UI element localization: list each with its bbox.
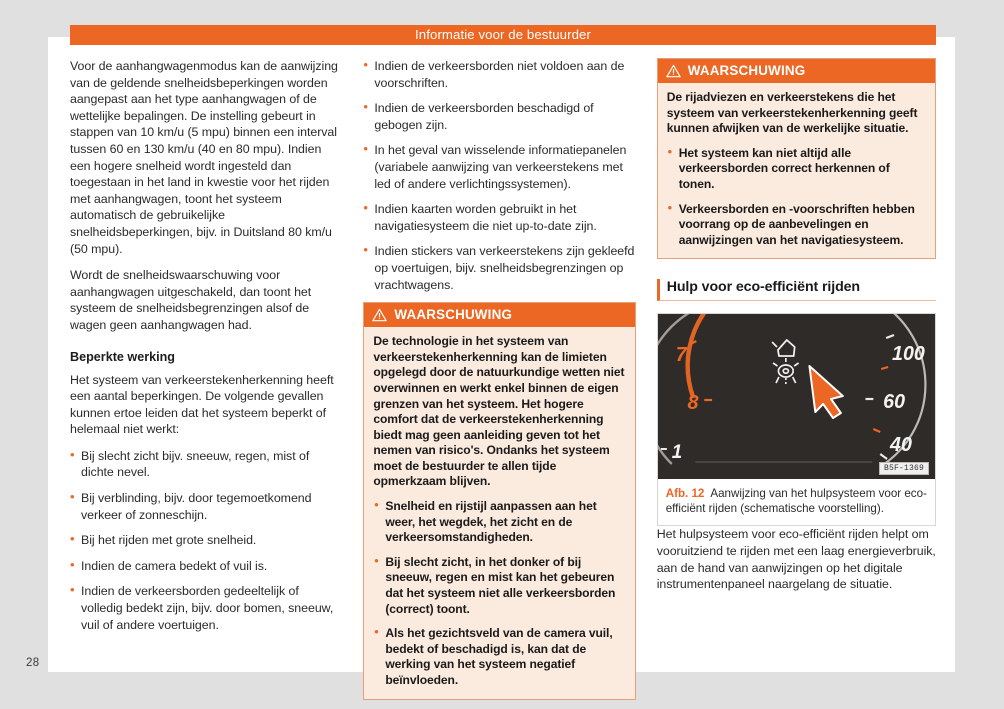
list-item: • Bij slecht zicht, in het donker of bij sneeuw, regen en mist kan het gebeuren dat het systeem niet alle verkeersborden (correct) toont. <box>373 555 624 617</box>
paragraph: Wordt de snelheidswaarschuwing voor aanhangwagen uitgeschakeld, dan toont het systeem de snelheidsbegrenzingen alsof de wagen geen aanhangwagen had. <box>70 268 312 332</box>
list-item: • Verkeersborden en -voorschriften hebben voorrang op de aanbevelingen en aanwijzingen van het navigatiesysteem. <box>667 202 925 249</box>
paragraph: Voor de aanhangwagenmodus kan de aanwijzing van de geldende snelheidsbeperkingen worden aangepast aan het type aanhangwagen of de wettelijke bepalingen. De instelling gebeurt in stappen van 10 km/u (5 mpu) binnen een interval tussen 60 en 130 km/u (40 en 80 mpu). Indien een hogere snelheid wordt ingesteld dan toegestaan in het land in kwestie voor het rijden met aanhangwagen, toont het systeem automatisch de gebruikelijke snelheidsbeperkingen, bijv. in Duitsland 80 km/u (50 mpu). <box>70 59 338 256</box>
figure-label: Afb. 12 <box>665 487 705 501</box>
list-item: • Indien stickers van verkeerstekens zijn gekleefd op voertuigen, bijv. snelheidsbegrenzingen op vrachtwagens. <box>363 243 635 293</box>
svg-text:40: 40 <box>889 434 912 457</box>
list-item: • Het systeem kan niet altijd alle verkeersborden correct herkennen of tonen. <box>667 146 925 193</box>
list-item: • Bij het rijden met grote snelheid. <box>70 532 342 549</box>
list-item: • Indien de camera bedekt of vuil is. <box>70 558 342 575</box>
column-3 <box>657 58 936 658</box>
warning-triangle-icon <box>372 308 387 322</box>
svg-text:100: 100 <box>891 343 925 366</box>
subheading-beperkte-werking: Beperkte werking <box>70 349 175 364</box>
running-header: Informatie voor de bestuurder <box>70 25 936 45</box>
warning-list <box>373 499 624 689</box>
warning-paragraph: De rijadviezen en verkeerstekens die het systeem van verkeerstekenherkenning geeft kunnen afwijken van de werkelijke situatie. <box>666 90 918 136</box>
figure-caption <box>658 479 935 525</box>
warning-box <box>657 58 936 259</box>
column-2 <box>363 58 635 687</box>
warning-title: WAARSCHUWING <box>394 307 513 323</box>
paragraph: Het hulpsysteem voor eco-efficiënt rijden helpt om vooruitziend te rijden met een laag energieverbruik, aan de hand van aanwijzingen op het digitale instrumentenpaneel naargelang de situatie. <box>656 527 936 592</box>
limitations-list-continued <box>363 58 635 293</box>
list-item: • Indien de verkeersborden niet voldoen aan de voorschriften. <box>363 58 635 91</box>
figure-caption-text: Aanwijzing van het hulpsysteem voor eco-efficiënt rijden (schematische voorstelling). <box>665 487 927 516</box>
list-item: • Als het gezichtsveld van de camera vuil, bedekt of beschadigd is, kan dat de werking van het systeem negatief beïnvloeden. <box>373 626 624 688</box>
list-item: • Bij slecht zicht bijv. sneeuw, regen, mist of dichte nevel. <box>70 448 342 481</box>
list-item: • In het geval van wisselende informatiepanelen (variabele aanwijzing van verkeerstekens met led of andere verlichtingssystemen). <box>363 142 635 192</box>
page-columns <box>70 58 936 687</box>
instrument-cluster-image <box>658 314 935 479</box>
warning-box-header <box>364 303 634 327</box>
warning-box-header <box>658 59 935 83</box>
warning-box-body <box>658 83 935 258</box>
figure-watermark: B5F-1369 <box>879 462 929 475</box>
cluster-illustration <box>658 314 935 479</box>
svg-text:7: 7 <box>675 344 687 367</box>
limitations-list <box>70 448 342 633</box>
paragraph: Het systeem van verkeerstekenherkenning heeft een aantal beperkingen. De volgende gevallen kunnen ertoe leiden dat het systeem beperkt of helemaal niet werkt: <box>70 372 334 437</box>
warning-paragraph: De technologie in het systeem van verkeerstekenherkenning kan de limieten opgelegd door de natuurkundige wetten niet overwinnen en werkt enkel binnen de eigen grenzen van het systeem. Het hogere comfort dat de verkeerstekenherkenning biedt mag geen aanleiding geven tot het nemen van risico's. Ondanks het systeem moet de bestuurder te allen tijde opmerkzaam blijven. <box>373 334 625 489</box>
svg-text:60: 60 <box>882 391 905 414</box>
warning-list <box>667 146 925 249</box>
svg-text:8: 8 <box>687 392 699 415</box>
figure-12 <box>657 313 936 526</box>
list-item: • Indien de verkeersborden beschadigd of gebogen zijn. <box>363 100 635 133</box>
column-1 <box>70 58 342 658</box>
warning-box <box>363 302 635 699</box>
list-item: • Indien kaarten worden gebruikt in het navigatiesysteem die niet up-to-date zijn. <box>363 201 635 234</box>
section-heading: Hulp voor eco-efficiënt rijden <box>657 279 936 301</box>
svg-text:1: 1 <box>671 441 682 463</box>
page-number: 28 <box>26 657 40 669</box>
warning-triangle-icon <box>666 64 681 78</box>
warning-box-body <box>364 327 634 698</box>
warning-title: WAARSCHUWING <box>687 63 806 78</box>
list-item: • Indien de verkeersborden gedeeltelijk of volledig bedekt zijn, bijv. door bomen, sneeuw, vuil of andere voertuigen. <box>70 583 342 633</box>
list-item: • Snelheid en rijstijl aanpassen aan het weer, het wegdek, het zicht en de verkeersomstandigheden. <box>373 499 624 546</box>
list-item: • Bij verblinding, bijv. door tegemoetkomend verkeer of zonneschijn. <box>70 490 342 523</box>
